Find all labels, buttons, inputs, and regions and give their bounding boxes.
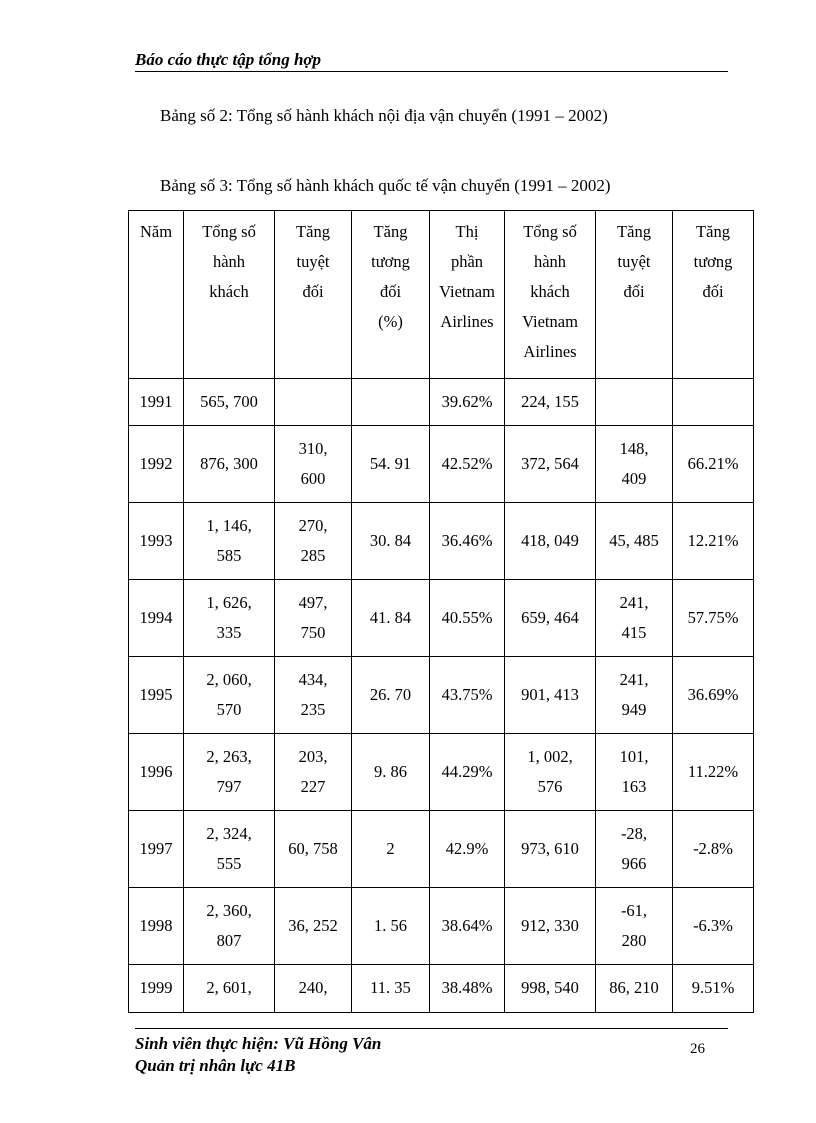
- table-cell: 912, 330: [505, 888, 596, 965]
- table-cell: 36, 252: [275, 888, 352, 965]
- column-header-line: tuyệt: [617, 252, 651, 271]
- table-cell: 44.29%: [430, 734, 505, 811]
- column-header-line: Năm: [139, 222, 173, 241]
- page-number: 26: [690, 1041, 705, 1057]
- column-header-line: tuyệt: [296, 252, 330, 271]
- table-cell: 497, 750: [275, 580, 352, 657]
- column-header: [673, 211, 754, 379]
- table-cell: 57.75%: [673, 580, 754, 657]
- table-row: [129, 426, 754, 503]
- table-cell: 148, 409: [596, 426, 673, 503]
- column-header: [129, 211, 184, 379]
- table-cell: 86, 210: [596, 965, 673, 1013]
- table-row: [129, 888, 754, 965]
- table-cell: 241, 415: [596, 580, 673, 657]
- table-cell: 38.64%: [430, 888, 505, 965]
- table-cell: -61, 280: [596, 888, 673, 965]
- passenger-table: [128, 210, 754, 1013]
- column-header-line: Tăng: [617, 222, 651, 241]
- table-cell: 310, 600: [275, 426, 352, 503]
- table-row: [129, 503, 754, 580]
- table-cell: 270, 285: [275, 503, 352, 580]
- table-cell: 2, 324, 555: [184, 811, 275, 888]
- table-cell: 40.55%: [430, 580, 505, 657]
- column-header-line: tương: [693, 252, 733, 271]
- table-cell: 30. 84: [352, 503, 430, 580]
- column-header-line: Airlines: [440, 312, 494, 331]
- header-divider: [135, 71, 728, 72]
- table-cell: 42.9%: [430, 811, 505, 888]
- table-cell: 659, 464: [505, 580, 596, 657]
- year-cell: 1995: [129, 657, 184, 734]
- footer-credits: [135, 1033, 381, 1077]
- table-row: [129, 580, 754, 657]
- year-cell: 1998: [129, 888, 184, 965]
- year-cell: 1992: [129, 426, 184, 503]
- table-header-row: [129, 211, 754, 379]
- column-header-line: hành: [533, 252, 567, 271]
- table-cell: 2, 060, 570: [184, 657, 275, 734]
- table-cell: 1, 626, 335: [184, 580, 275, 657]
- column-header-line: hành: [212, 252, 246, 271]
- column-header-line: Tổng số: [202, 222, 256, 241]
- year-cell: 1999: [129, 965, 184, 1013]
- footer-class: Quản trị nhân lực 41B: [135, 1056, 296, 1075]
- footer-divider: [135, 1028, 728, 1029]
- table-cell: 41. 84: [352, 580, 430, 657]
- column-header-line: đối: [379, 282, 402, 301]
- table2-caption: Bảng số 2: Tổng số hành khách nội địa vận chuyển (1991 – 2002): [160, 106, 608, 125]
- column-header: [505, 211, 596, 379]
- column-header-line: Vietnam: [522, 312, 578, 331]
- table-cell: 2, 601,: [184, 965, 275, 1013]
- table-cell: [352, 379, 430, 426]
- table-cell: -28, 966: [596, 811, 673, 888]
- table-cell: 434, 235: [275, 657, 352, 734]
- column-header-line: Vietnam: [439, 282, 495, 301]
- table-cell: 45, 485: [596, 503, 673, 580]
- column-header-line: tương: [371, 252, 410, 271]
- table-cell: 565, 700: [184, 379, 275, 426]
- column-header-line: khách: [530, 282, 570, 301]
- table-cell: 1, 146, 585: [184, 503, 275, 580]
- table-cell: 372, 564: [505, 426, 596, 503]
- table-cell: 11.22%: [673, 734, 754, 811]
- table-row: [129, 811, 754, 888]
- table-cell: 901, 413: [505, 657, 596, 734]
- footer-student: Sinh viên thực hiện: Vũ Hồng Vân: [135, 1034, 382, 1053]
- table-cell: 43.75%: [430, 657, 505, 734]
- year-cell: 1991: [129, 379, 184, 426]
- column-header: [596, 211, 673, 379]
- column-header-line: khách: [209, 282, 249, 301]
- year-cell: 1997: [129, 811, 184, 888]
- table-row: [129, 657, 754, 734]
- table-cell: -6.3%: [673, 888, 754, 965]
- column-header: [352, 211, 430, 379]
- column-header-line: đối: [623, 282, 645, 301]
- table-cell: 9. 86: [352, 734, 430, 811]
- table-row: [129, 965, 754, 1013]
- table-cell: [673, 379, 754, 426]
- table-cell: 11. 35: [352, 965, 430, 1013]
- table-cell: 38.48%: [430, 965, 505, 1013]
- table-cell: 26. 70: [352, 657, 430, 734]
- column-header-line: Tăng: [296, 222, 330, 241]
- column-header: [275, 211, 352, 379]
- table-cell: 1, 002, 576: [505, 734, 596, 811]
- column-header-line: Thị: [455, 222, 479, 241]
- column-header: [430, 211, 505, 379]
- table-cell: 973, 610: [505, 811, 596, 888]
- table-cell: [275, 379, 352, 426]
- table-cell: 2: [352, 811, 430, 888]
- table-cell: 101, 163: [596, 734, 673, 811]
- table-row: [129, 734, 754, 811]
- table-cell: 54. 91: [352, 426, 430, 503]
- table-cell: 66.21%: [673, 426, 754, 503]
- table-cell: 418, 049: [505, 503, 596, 580]
- column-header-line: phần: [450, 252, 484, 271]
- year-cell: 1994: [129, 580, 184, 657]
- table-cell: 998, 540: [505, 965, 596, 1013]
- page-header-title: Báo cáo thực tập tổng hợp: [135, 50, 322, 69]
- table-cell: 876, 300: [184, 426, 275, 503]
- column-header-line: Tăng: [373, 222, 408, 241]
- table-cell: 240,: [275, 965, 352, 1013]
- table-cell: 36.46%: [430, 503, 505, 580]
- table-cell: [596, 379, 673, 426]
- year-cell: 1996: [129, 734, 184, 811]
- table-cell: 60, 758: [275, 811, 352, 888]
- table-row: [129, 379, 754, 426]
- table-cell: 2, 360, 807: [184, 888, 275, 965]
- column-header-line: Tổng số: [523, 222, 577, 241]
- table-cell: 203, 227: [275, 734, 352, 811]
- table-cell: 39.62%: [430, 379, 505, 426]
- table-cell: 1. 56: [352, 888, 430, 965]
- table-cell: 241, 949: [596, 657, 673, 734]
- table-cell: 2, 263, 797: [184, 734, 275, 811]
- table-cell: 12.21%: [673, 503, 754, 580]
- table-cell: 42.52%: [430, 426, 505, 503]
- column-header-line: (%): [378, 312, 403, 331]
- column-header-line: đối: [702, 282, 724, 301]
- year-cell: 1993: [129, 503, 184, 580]
- column-header-line: Tăng: [696, 222, 730, 241]
- column-header: [184, 211, 275, 379]
- table3-caption: Bảng số 3: Tổng số hành khách quốc tế vận chuyển (1991 – 2002): [160, 176, 611, 195]
- column-header-line: Airlines: [523, 342, 577, 361]
- table-cell: 36.69%: [673, 657, 754, 734]
- table-cell: 9.51%: [673, 965, 754, 1013]
- table-cell: -2.8%: [673, 811, 754, 888]
- column-header-line: đối: [302, 282, 324, 301]
- table-cell: 224, 155: [505, 379, 596, 426]
